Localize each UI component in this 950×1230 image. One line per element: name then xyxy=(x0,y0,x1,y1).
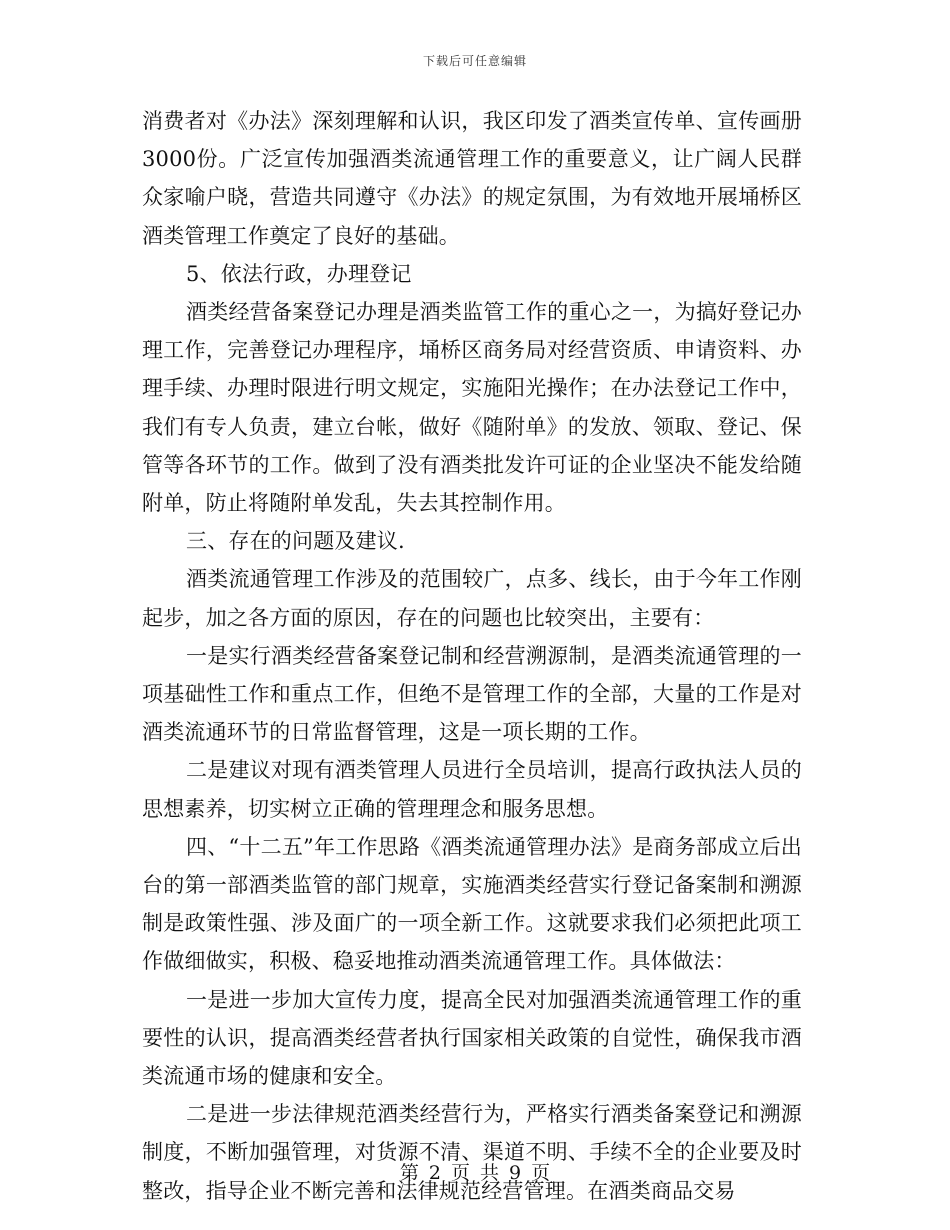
document-body xyxy=(142,102,802,1210)
paragraph-7: 二是建议对现有酒类管理人员进行全员培训，提高行政执法人员的思想素养，切实树立正确的管理理念和服务思想。 xyxy=(142,758,802,821)
paragraph-9: 一是进一步加大宣传力度，提高全民对加强酒类流通管理工作的重要性的认识，提高酒类经营者执行国家相关政策的自觉性，确保我市酒类流通市场的健康和安全。 xyxy=(142,987,802,1089)
paragraph-10: 二是进一步法律规范酒类经营行为，严格实行酒类备案登记和溯源制度，不断加强管理，对货源不清、渠道不明、手续不全的企业要及时整改，指导企业不断完善和法律规范经营管理。在酒类商品交易 xyxy=(142,1102,802,1203)
paragraph-3: 酒类经营备案登记办理是酒类监管工作的重心之一，为搞好登记办理工作，完善登记办理程序，埇桥区商务局对经营资质、申请资料、办理手续、办理时限进行明文规定，实施阳光操作；在办法登记工作中，我们有专人负责，建立台帐，做好《随附单》的发放、领取、登记、保管等各环节的工作。做到了没有酒类批发许可证的企业坚决不能发给随附单，防止将随附单发乱，失去其控制作用。 xyxy=(142,300,802,516)
paragraph-4-heading: 三、存在的问题及建议. xyxy=(186,529,405,554)
page-footer: 第 2 页 共 9 页 xyxy=(399,1162,551,1184)
paragraph-1: 消费者对《办法》深刻理解和认识，我区印发了酒类宣传单、宣传画册3000份。广泛宣传加强酒类流通管理工作的重要意义，让广阔人民群众家喻户晓，营造共同遵守《办法》的规定氛围，为有效地开展埇桥区酒类管理工作奠定了良好的基础。 xyxy=(142,109,802,248)
paragraph-8: 四、“十二五”年工作思路《酒类流通管理办法》是商务部成立后出台的第一部酒类监管的部门规章，实施酒类经营实行登记备案制和溯源制是政策性强、涉及面广的一项全新工作。这就要求我们必须把此项工作做细做实，积极、稳妥地推动酒类流通管理工作。具体做法： xyxy=(142,834,802,974)
page-header: 下载后可任意编辑 xyxy=(422,54,527,68)
paragraph-5: 酒类流通管理工作涉及的范围较广，点多、线长，由于今年工作刚起步，加之各方面的原因，存在的问题也比较突出，主要有： xyxy=(142,567,802,630)
paragraph-2-heading: 5、依法行政，办理登记 xyxy=(186,261,412,286)
paragraph-6: 一是实行酒类经营备案登记制和经营溯源制，是酒类流通管理的一项基础性工作和重点工作，但绝不是管理工作的全部，大量的工作是对酒类流通环节的日常监督管理，这是一项长期的工作。 xyxy=(142,643,802,745)
